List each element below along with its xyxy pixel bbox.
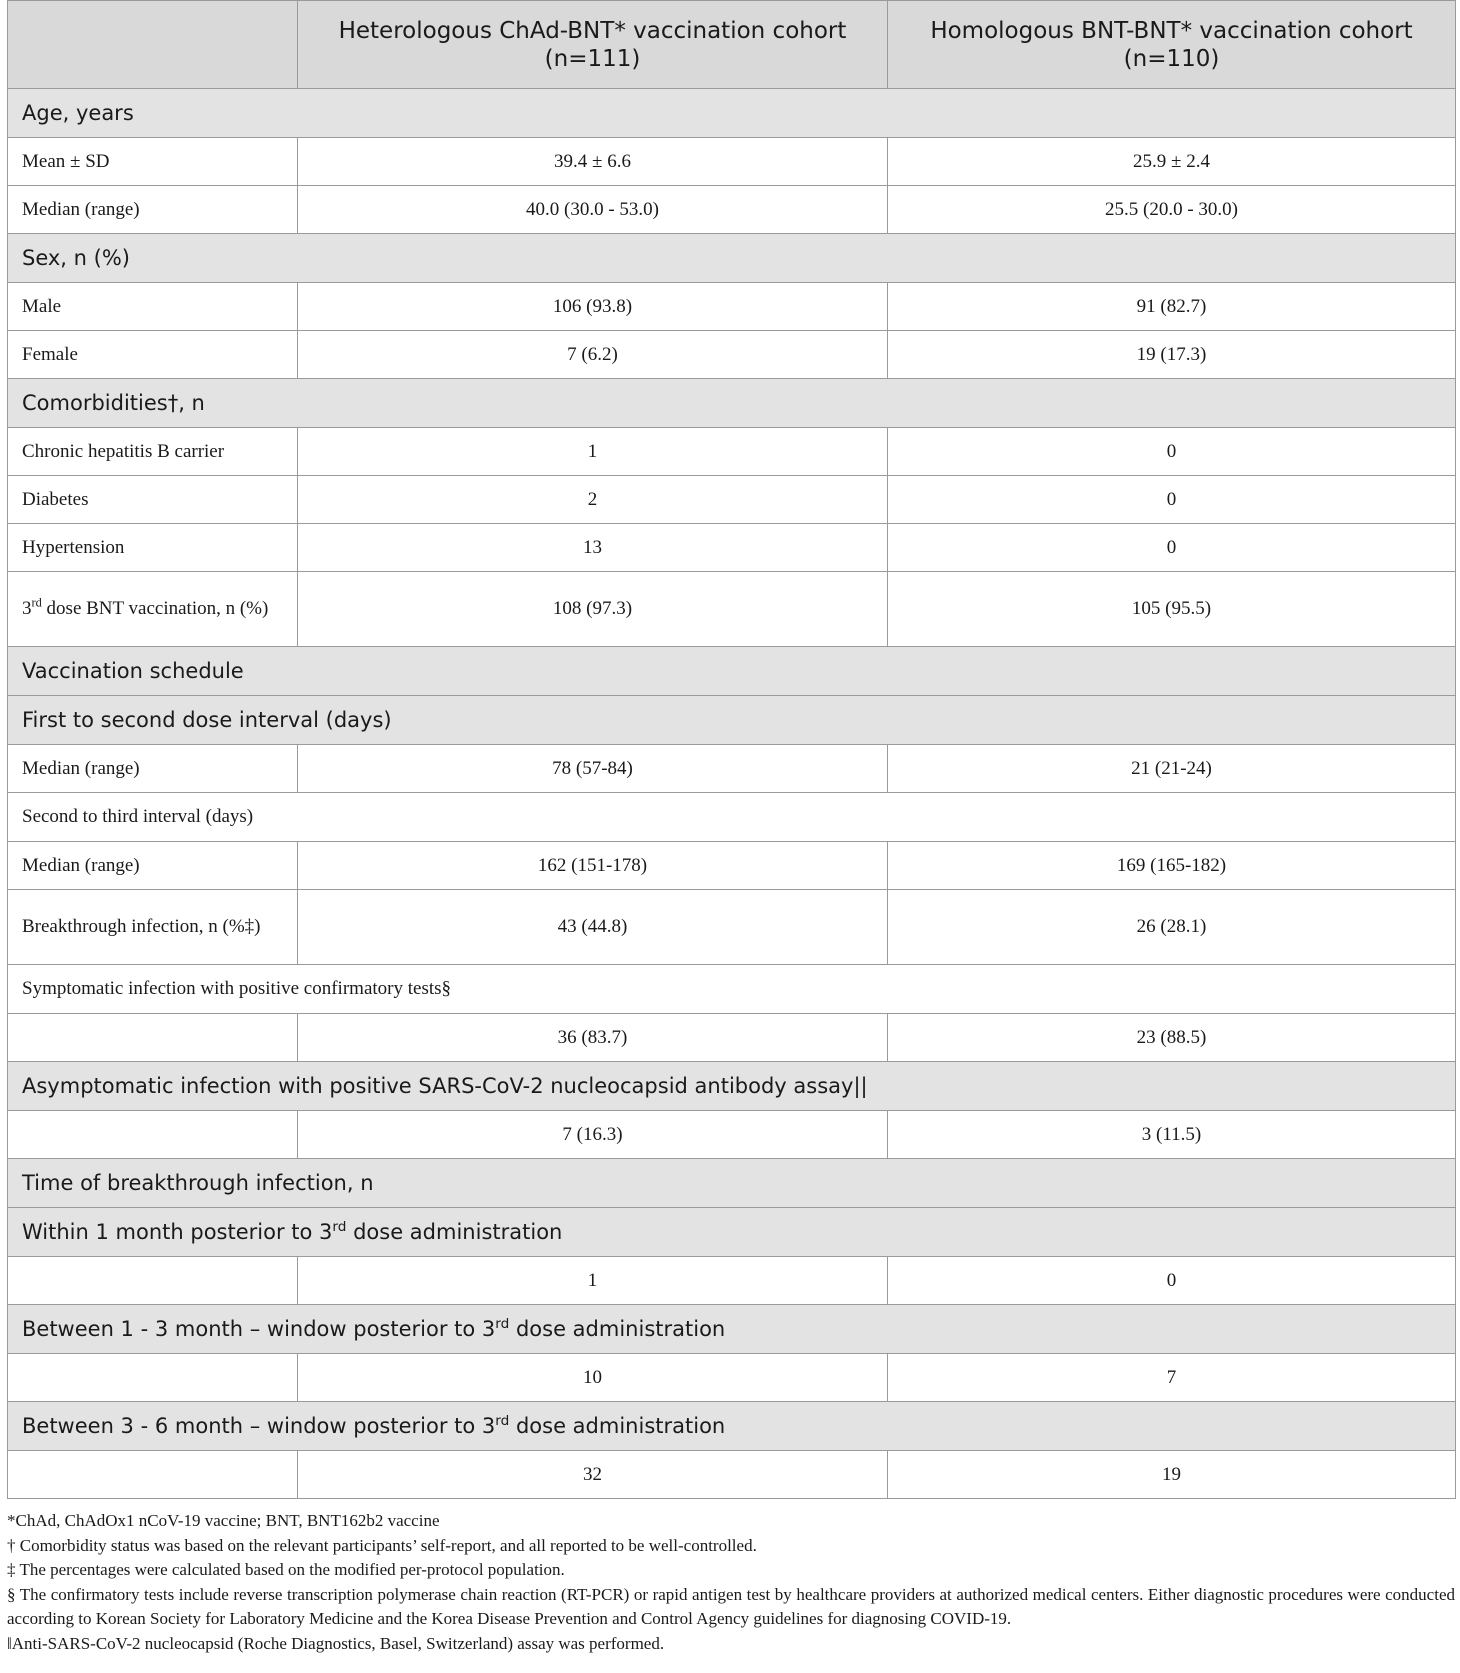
- footnote-confirmatory-tests: § The confirmatory tests include reverse transcription polymerase chain reaction (RT-PCR) or rapid antigen test by healthcare providers at authorized medical centers. Either diagnostic procedures were conducted according to Korean Society for Laboratory Medicine and the Korea Disease Prevention and Control Agency guidelines for diagnosing COVID-19.: [7, 1584, 1455, 1628]
- baseline-characteristics-table: [7, 0, 1456, 1499]
- homologous-value: 26 (28.1): [888, 890, 1456, 965]
- footnote-abbreviations: *ChAd, ChAdOx1 nCoV-19 vaccine; BNT, BNT162b2 vaccine: [7, 1511, 440, 1530]
- section-row: [8, 89, 1456, 138]
- row-label: Median (range): [8, 745, 298, 793]
- table-row: [8, 890, 1456, 965]
- empty-label-cell: [8, 1451, 298, 1499]
- heterologous-value: 78 (57-84): [298, 745, 888, 793]
- subheading-row: [8, 793, 1456, 842]
- section-row: [8, 1062, 1456, 1111]
- header-heterologous-n: (n=111): [544, 45, 641, 72]
- homologous-value: 25.9 ± 2.4: [888, 138, 1456, 186]
- within1-suffix: rd: [332, 1218, 347, 1235]
- heterologous-value: 32: [298, 1451, 888, 1499]
- footnote-comorbidity: † Comorbidity status was based on the relevant participants’ self-report, and all reported to be well-controlled.: [7, 1535, 757, 1555]
- table-row: [8, 572, 1456, 647]
- homologous-value: 25.5 (20.0 - 30.0): [888, 186, 1456, 234]
- homologous-value: 0: [888, 476, 1456, 524]
- homologous-value: 3 (11.5): [888, 1111, 1456, 1159]
- homologous-value: 0: [888, 428, 1456, 476]
- footnote-nucleocapsid-assay: ‖Anti-SARS-CoV-2 nucleocapsid (Roche Diagnostics, Basel, Switzerland) assay was performed.: [7, 1633, 665, 1653]
- table-row: [8, 1354, 1456, 1402]
- b13-suffix: rd: [495, 1315, 510, 1332]
- table-row: [8, 186, 1456, 234]
- footnote-percentages: ‡ The percentages were calculated based on the modified per-protocol population.: [7, 1560, 565, 1579]
- heterologous-value: 43 (44.8): [298, 890, 888, 965]
- section-row: [8, 1208, 1456, 1257]
- header-homologous-n: (n=110): [1123, 45, 1220, 72]
- section-time-of-breakthrough: Time of breakthrough infection, n: [8, 1159, 1456, 1208]
- b36-suffix: rd: [495, 1412, 510, 1429]
- section-vaccination-schedule: Vaccination schedule: [8, 647, 1456, 696]
- homologous-value: 7: [888, 1354, 1456, 1402]
- subheading-second-third-interval: Second to third interval (days): [8, 793, 1456, 842]
- section-row: [8, 1305, 1456, 1354]
- homologous-value: 19: [888, 1451, 1456, 1499]
- third-dose-suffix: rd: [31, 595, 42, 610]
- heterologous-value: 162 (151-178): [298, 842, 888, 890]
- heterologous-value: 108 (97.3): [298, 572, 888, 647]
- heterologous-value: 106 (93.8): [298, 283, 888, 331]
- heterologous-value: 1: [298, 1257, 888, 1305]
- table-row: [8, 745, 1456, 793]
- heterologous-value: 36 (83.7): [298, 1014, 888, 1062]
- header-homologous-title: Homologous BNT-BNT* vaccination cohort: [930, 17, 1413, 44]
- homologous-value: 19 (17.3): [888, 331, 1456, 379]
- table-row: [8, 1111, 1456, 1159]
- row-label: Male: [8, 283, 298, 331]
- homologous-value: 0: [888, 1257, 1456, 1305]
- heterologous-value: 10: [298, 1354, 888, 1402]
- third-dose-text: dose BNT vaccination, n (%): [41, 598, 269, 619]
- row-label: Mean ± SD: [8, 138, 298, 186]
- section-sex: Sex, n (%): [8, 234, 1456, 283]
- homologous-value: 0: [888, 524, 1456, 572]
- table-row: [8, 1451, 1456, 1499]
- subheading-row: [8, 965, 1456, 1014]
- homologous-value: 169 (165-182): [888, 842, 1456, 890]
- table-row: [8, 476, 1456, 524]
- header-row: [8, 1, 1456, 89]
- table-row: [8, 428, 1456, 476]
- section-first-second-interval: First to second dose interval (days): [8, 696, 1456, 745]
- b36-text: Between 3 - 6 month – window posterior to 3: [22, 1414, 496, 1438]
- empty-label-cell: [8, 1354, 298, 1402]
- section-between-3-6-month: [8, 1402, 1456, 1451]
- section-row: [8, 379, 1456, 428]
- row-label: Median (range): [8, 186, 298, 234]
- homologous-value: 91 (82.7): [888, 283, 1456, 331]
- footnotes: [7, 1509, 1455, 1656]
- heterologous-value: 7 (16.3): [298, 1111, 888, 1159]
- row-label: Breakthrough infection, n (%‡): [8, 890, 298, 965]
- section-row: [8, 647, 1456, 696]
- row-label: Diabetes: [8, 476, 298, 524]
- header-homologous: [888, 1, 1456, 89]
- section-within-1-month: [8, 1208, 1456, 1257]
- section-between-1-3-month: [8, 1305, 1456, 1354]
- row-label: Hypertension: [8, 524, 298, 572]
- heterologous-value: 40.0 (30.0 - 53.0): [298, 186, 888, 234]
- heterologous-value: 39.4 ± 6.6: [298, 138, 888, 186]
- document: [7, 0, 1455, 1656]
- subheading-symptomatic: Symptomatic infection with positive confirmatory tests§: [8, 965, 1456, 1014]
- third-dose-number: 3: [22, 598, 32, 619]
- b13-text-end: dose administration: [509, 1317, 726, 1341]
- header-heterologous: [298, 1, 888, 89]
- table-row: [8, 1257, 1456, 1305]
- heterologous-value: 13: [298, 524, 888, 572]
- section-row: [8, 1402, 1456, 1451]
- b13-text: Between 1 - 3 month – window posterior to 3: [22, 1317, 496, 1341]
- empty-label-cell: [8, 1111, 298, 1159]
- section-row: [8, 234, 1456, 283]
- heterologous-value: 1: [298, 428, 888, 476]
- row-label: Chronic hepatitis B carrier: [8, 428, 298, 476]
- section-row: [8, 696, 1456, 745]
- header-empty-cell: [8, 1, 298, 89]
- homologous-value: 21 (21-24): [888, 745, 1456, 793]
- table-row: [8, 524, 1456, 572]
- section-comorbidities: Comorbidities†, n: [8, 379, 1456, 428]
- within1-text: Within 1 month posterior to 3: [22, 1220, 333, 1244]
- row-label-third-dose: [8, 572, 298, 647]
- row-label: Median (range): [8, 842, 298, 890]
- section-asymptomatic: Asymptomatic infection with positive SARS-CoV-2 nucleocapsid antibody assay||: [8, 1062, 1456, 1111]
- heterologous-value: 2: [298, 476, 888, 524]
- table-row: [8, 138, 1456, 186]
- header-heterologous-title: Heterologous ChAd-BNT* vaccination cohort: [338, 17, 847, 44]
- heterologous-value: 7 (6.2): [298, 331, 888, 379]
- table-row: [8, 1014, 1456, 1062]
- table-row: [8, 283, 1456, 331]
- homologous-value: 105 (95.5): [888, 572, 1456, 647]
- row-label: Female: [8, 331, 298, 379]
- within1-text-end: dose administration: [346, 1220, 563, 1244]
- section-age: Age, years: [8, 89, 1456, 138]
- table-row: [8, 842, 1456, 890]
- empty-label-cell: [8, 1014, 298, 1062]
- table-row: [8, 331, 1456, 379]
- empty-label-cell: [8, 1257, 298, 1305]
- homologous-value: 23 (88.5): [888, 1014, 1456, 1062]
- b36-text-end: dose administration: [509, 1414, 726, 1438]
- section-row: [8, 1159, 1456, 1208]
